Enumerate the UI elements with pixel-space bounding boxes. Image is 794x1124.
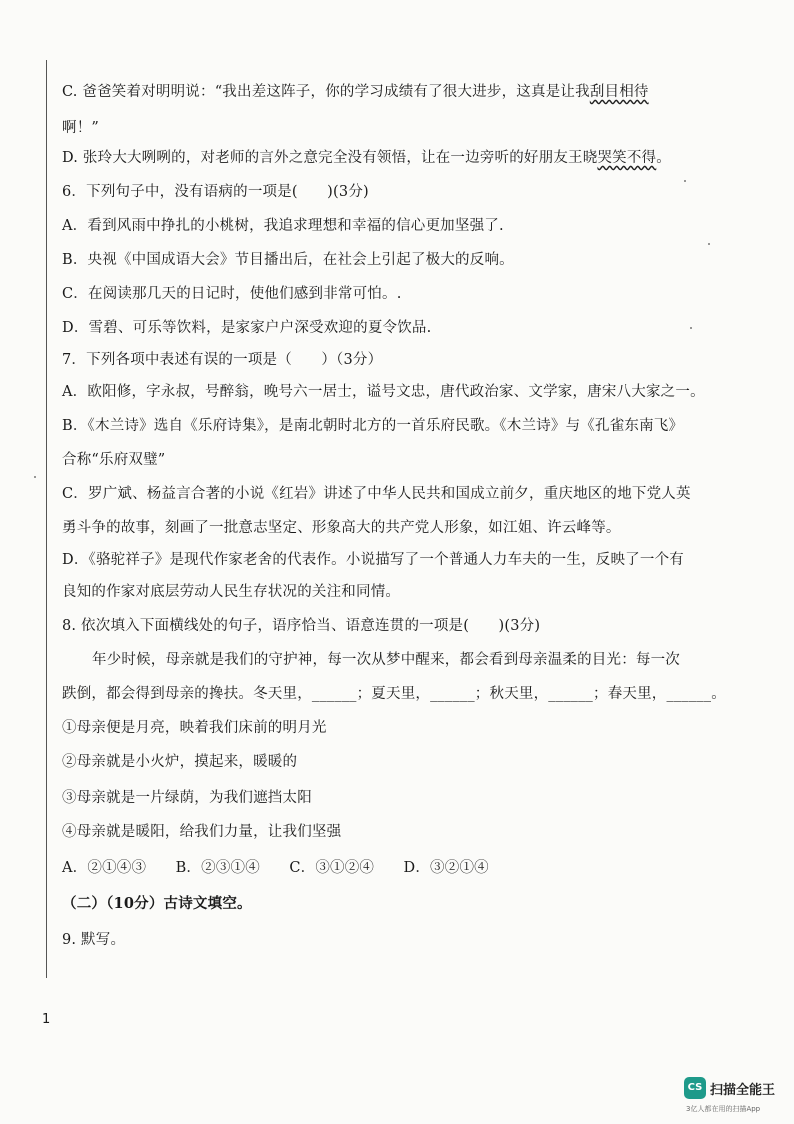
q7-option-c-line-2: 勇斗争的故事，刻画了一批意志坚定、形象高大的共产党人形象，如江姐、许云峰等。 [62, 520, 621, 536]
q8-sentence-1: ①母亲便是月亮，映着我们床前的明月光 [62, 720, 327, 736]
q7-option-b-line-1: B．《木兰诗》选自《乐府诗集》，是南北朝时北方的一首乐府民歌。《木兰诗》与《孔雀东南飞》 [62, 418, 684, 434]
q6-option-a: A．看到风雨中挣扎的小桃树，我追求理想和幸福的信心更加坚强了. [62, 218, 504, 234]
q8-choices: A．②①④③ B．②③①④ C．③①②④ D．③②①④ [62, 860, 489, 876]
underlined-idiom: 刮目相待 [589, 84, 649, 100]
question-6: 6．下列句子中，没有语病的一项是( )(3分) [62, 184, 369, 200]
q6-option-c: C．在阅读那几天的日记时，使他们感到非常可怕。. [62, 286, 402, 302]
option-c-line-1: C. 爸爸笑着对明明说：“我出差这阵子，你的学习成绩有了很大进步，这真是让我刮目相待 [62, 84, 649, 100]
binding-margin-line [46, 60, 47, 978]
q8-sentence-2: ②母亲就是小火炉，摸起来，暖暖的 [62, 754, 298, 770]
q8-sentence-3: ③母亲就是一片绿荫，为我们遮挡太阳 [62, 790, 312, 806]
option-c-line-2: 啊！” [62, 120, 100, 136]
q8-passage-line-1: 年少时候，母亲就是我们的守护神，每一次从梦中醒来，都会看到母亲温柔的目光：每一次 [92, 652, 680, 668]
page-number: 1 [42, 1012, 51, 1027]
camscanner-logo-icon: CS [684, 1077, 706, 1099]
question-7: 7．下列各项中表述有误的一项是（ ）（3分） [62, 352, 383, 368]
q7-option-c-line-1: C．罗广斌、杨益言合著的小说《红岩》讲述了中华人民共和国成立前夕，重庆地区的地下党人英 [62, 486, 691, 502]
scanner-watermark [684, 1077, 790, 1117]
option-d-line: D. 张玲大大咧咧的，对老师的言外之意完全没有领悟，让在一边旁听的好朋友王晓哭笑不得。 [62, 150, 671, 166]
watermark-app-name: 扫描全能王 [710, 1083, 776, 1098]
q6-option-b: B．央视《中国成语大会》节目播出后，在社会上引起了极大的反响。 [62, 252, 514, 268]
scan-speck [690, 327, 692, 329]
scan-speck [708, 243, 710, 245]
scan-speck [684, 180, 686, 182]
q6-option-d: D．雪碧、可乐等饮料，是家家户户深受欢迎的夏令饮品. [62, 320, 432, 336]
q8-passage-line-2: 跌倒，都会得到母亲的搀扶。冬天里，______；夏天里，______；秋天里，______；春天里，______。 [62, 686, 726, 702]
q7-option-d-line-1: D．《骆驼祥子》是现代作家老舍的代表作。小说描写了一个普通人力车夫的一生，反映了一个有 [62, 552, 684, 568]
q7-option-b-line-2: 合称“乐府双璧” [62, 452, 166, 468]
q7-option-d-line-2: 良知的作家对底层劳动人民生存状况的关注和同情。 [62, 584, 401, 600]
q7-option-a: A．欧阳修，字永叔，号醉翁，晚号六一居士，谥号文忠，唐代政治家、文学家，唐宋八大家之一。 [62, 384, 705, 400]
q8-sentence-4: ④母亲就是暖阳，给我们力量，让我们坚强 [62, 824, 342, 840]
question-9: 9. 默写。 [62, 932, 126, 948]
scan-speck [34, 476, 36, 478]
underlined-idiom: 哭笑不得 [597, 150, 657, 166]
section-2-heading: （二）（10分）古诗文填空。 [62, 895, 252, 912]
watermark-tagline: 3亿人都在用的扫描App [686, 1105, 761, 1113]
question-8: 8. 依次填入下面横线处的句子，语序恰当、语意连贯的一项是( )(3分) [62, 618, 541, 634]
